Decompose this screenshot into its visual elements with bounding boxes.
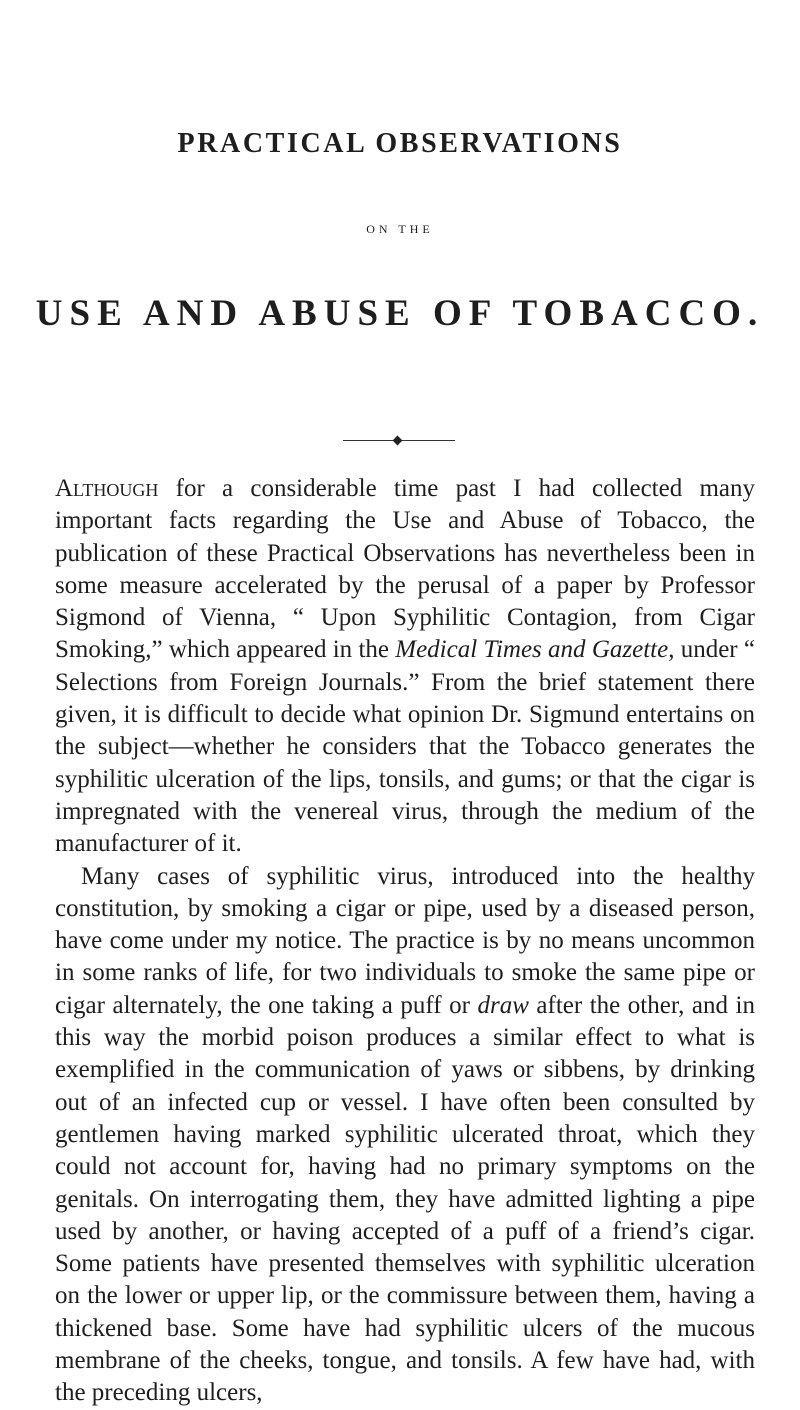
paragraph-2-text-a: Many cases of syphilitic virus, introduced into the healthy constitution, by smoking a cigar or pipe, used by a diseased person, have come under my notice. The practice is by no means uncommon in some ranks of life, for two individuals to smoke the same pipe or cigar alternately, the one taking a puff or <box>55 862 755 1019</box>
diamond-ornament-icon <box>393 436 403 446</box>
paragraph-1-text-a: for a considerable time past I had collected many important facts regarding the Use and Abuse of Tobacco, the publication of these Practical Observations has nevertheless been in some measure accelerated by the perusal of a paper by Professor Sigmond of Vienna, “ Upon Syphilitic Contagion, from Cigar Smoking,” which appeared in the <box>55 475 755 664</box>
page-subtitle: USE AND ABUSE OF TOBACCO. <box>35 293 765 334</box>
paragraph-1-text-b: , under “ Selections from Foreign Journals.” From the brief statement there given, it is difficult to decide what opinion Dr. Sigmund entertains on the subject—whether he considers that the Tobacco generates the syphilitic ulceration of the lips, tonsils, and gums; or that the cigar is impregnated with the venereal virus, through the medium of the manufacturer of it. <box>55 636 755 858</box>
page-title: PRACTICAL OBSERVATIONS <box>177 128 623 159</box>
paragraph-1 <box>55 473 755 861</box>
title-connector: ON THE <box>366 222 434 236</box>
journal-title: Medical Times and Gazette <box>395 636 669 664</box>
paragraph-2 <box>55 861 755 1410</box>
paragraph-2-text-b: after the other, and in this way the morbid poison produces a similar effect to what is exemplified in the communication of yaws or sibbens, by drinking out of an infected cup or vessel. I have often been consulted by gentlemen having marked syphilitic ulcerated throat, which they could not account for, having had no primary symptoms on the genitals. On interrogating them, they have admitted lighting a pipe used by another, or having accepted of a puff of a friend’s cigar. Some patients have presented themselves with syphilitic ulceration on the lower or upper lip, or the commissure between them, having a thickened base. Some have had syphilitic ulcers of the mucous membrane of the cheeks, tongue, and tonsils. A few have had, with the preceding ulcers, <box>55 991 755 1407</box>
body-text <box>55 473 755 1410</box>
ornamental-divider <box>343 435 455 447</box>
emphasis-draw: draw <box>477 991 529 1019</box>
opening-word: Although <box>55 475 159 502</box>
